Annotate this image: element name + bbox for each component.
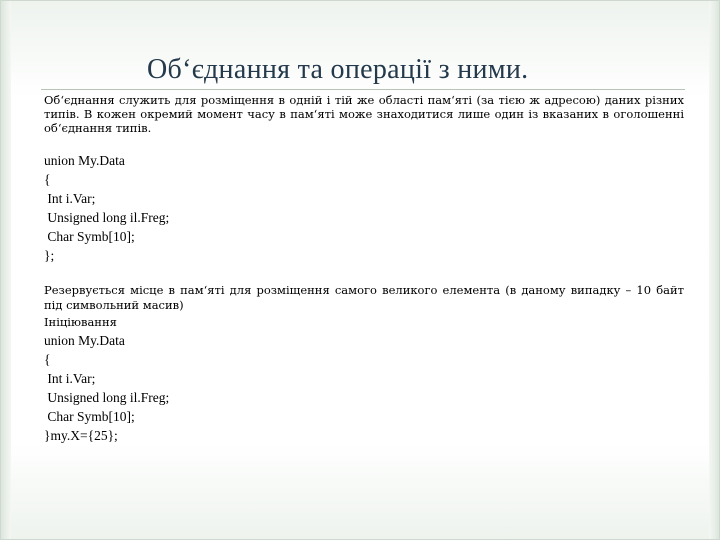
title-divider: [41, 89, 685, 90]
code-line: Unsigned long il.Freg;: [44, 390, 170, 405]
slide-frame-left: [1, 1, 11, 540]
code-line: Int i.Var;: [44, 191, 96, 206]
code-line: {: [44, 352, 51, 367]
code-line: Char Symb[10];: [44, 409, 135, 424]
code-block-initialization: [44, 331, 684, 445]
code-line: Unsigned long il.Freg;: [44, 210, 170, 225]
code-line: }my.X={25};: [44, 428, 118, 443]
slide-title: Об‘єднання та операції з ними.: [147, 54, 529, 85]
initialization-label: Ініціювання: [44, 315, 117, 329]
slide-frame-right: [709, 1, 719, 540]
code-line: };: [44, 248, 55, 263]
code-block-declaration: [44, 151, 684, 265]
title-bar: [45, 53, 685, 87]
memory-note-paragraph: Резервується місце в пам‘яті для розміщення самого великого елемента (в даному випадку – 10 байт під символьний масив): [44, 283, 684, 312]
code-line: union My.Data: [44, 333, 125, 348]
intro-paragraph: Об‘єднання служить для розміщення в одній і тій же області пам‘яті (за тією ж адресою) даних різних типів. В кожен окремий момент часу в пам‘яті може знаходитися лише один із вказаних в оголошенні об‘єднання типів.: [44, 93, 684, 135]
code-line: Char Symb[10];: [44, 229, 135, 244]
code-line: Int i.Var;: [44, 371, 96, 386]
code-line: {: [44, 172, 51, 187]
slide-content: [44, 93, 684, 445]
code-line: union My.Data: [44, 153, 125, 168]
